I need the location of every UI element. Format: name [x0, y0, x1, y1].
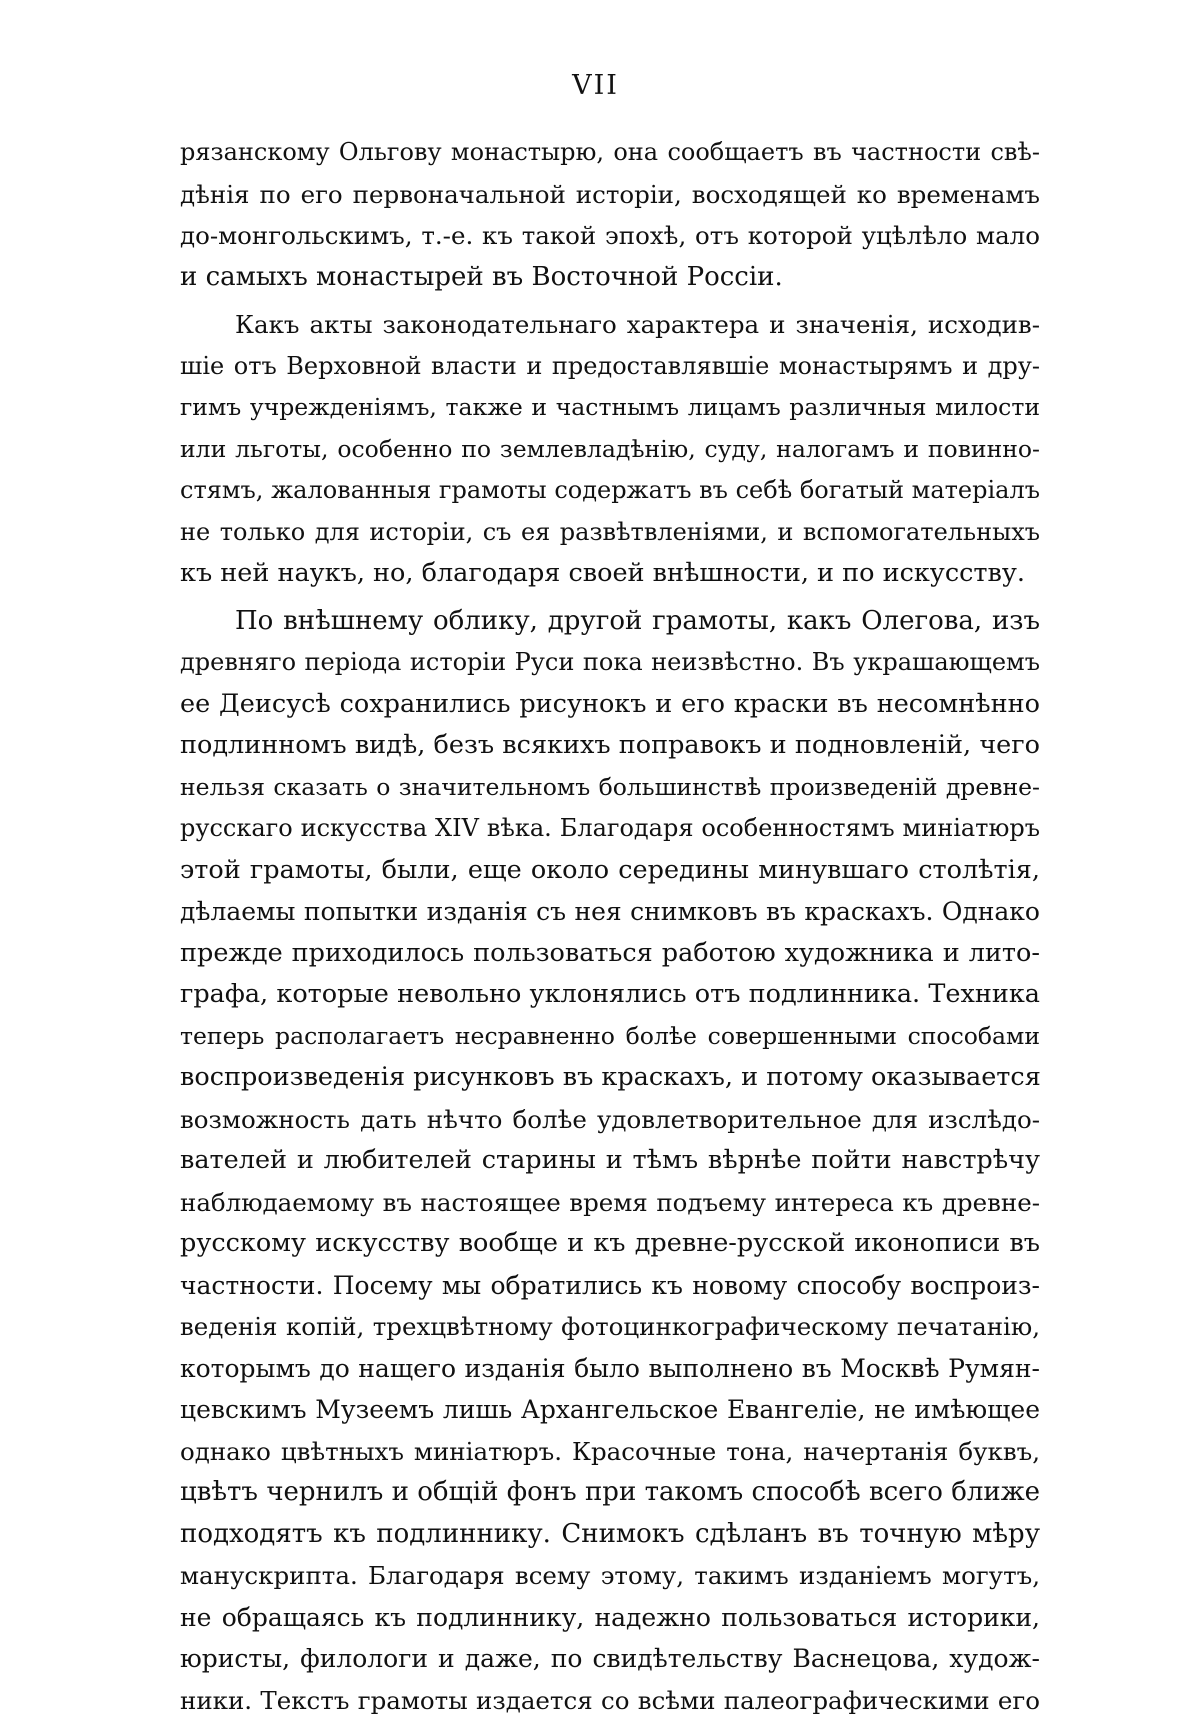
text-line: рязанскому Ольгову монастырю, она сообщаетъ въ частности свѣ- [180, 132, 1040, 174]
text-line: или льготы, особенно по землевладѣнію, суду, налогамъ и повинно- [180, 429, 1040, 471]
text-line: къ ней наукъ, но, благодаря своей внѣшности, и по искусству. [180, 553, 1040, 595]
text-line: цвѣтъ чернилъ и общій фонъ при такомъ способѣ всего ближе [180, 1472, 1040, 1514]
text-line: веденія копій, трехцвѣтному фотоцинкографическому печатанію, [180, 1306, 1040, 1348]
text-line: возможность дать нѣчто болѣе удовлетворительное для изслѣдо- [180, 1099, 1040, 1141]
text-line: подлинномъ видѣ, безъ всякихъ поправокъ и подновленій, чего [180, 725, 1040, 767]
text-line: юристы, филологи и даже, по свидѣтельству Васнецова, худож- [180, 1638, 1040, 1680]
text-line: шіе отъ Верховной власти и предоставлявшіе монастырямъ и дру- [180, 346, 1040, 388]
text-line: не обращаясь къ подлиннику, надежно пользоваться историки, [180, 1597, 1040, 1639]
text-line: дѣлаемы попытки изданія съ нея снимковъ въ краскахъ. Однако [180, 891, 1040, 933]
text-line: нельзя сказать о значительномъ большинствѣ произведеній древне- [180, 767, 1040, 809]
paragraph-1 [180, 132, 1040, 298]
page-number: VII [0, 70, 1191, 101]
text-line: дѣнія по его первоначальной исторіи, восходящей ко временамъ [180, 174, 1040, 216]
paragraph-2 [180, 304, 1040, 595]
text-line: манускрипта. Благодаря всему этому, такимъ изданіемъ могутъ, [180, 1555, 1040, 1597]
text-line: стямъ, жалованныя грамоты содержатъ въ себѣ богатый матеріалъ [180, 470, 1040, 512]
text-line: прежде приходилось пользоваться работою художника и лито- [180, 933, 1040, 975]
text-line: частности. Посему мы обратились къ новому способу воспроиз- [180, 1265, 1040, 1307]
text-line: теперь располагаетъ несравненно болѣе совершенными способами [180, 1016, 1040, 1058]
text-line: этой грамоты, были, еще около середины минувшаго столѣтія, [180, 850, 1040, 892]
text-line: до-монгольскимъ, т.-е. къ такой эпохѣ, отъ которой уцѣлѣло мало [180, 215, 1040, 257]
body-text [180, 132, 1040, 1721]
text-line: цевскимъ Музеемъ лишь Архангельское Евангеліе, не имѣющее [180, 1389, 1040, 1431]
text-line: однако цвѣтныхъ миніатюръ. Красочные тона, начертанія буквъ, [180, 1431, 1040, 1473]
text-line: древняго періода исторіи Руси пока неизвѣстно. Въ украшающемъ [180, 642, 1040, 684]
text-line: русскаго искусства XIV вѣка. Благодаря особенностямъ миніатюръ [180, 808, 1040, 850]
text-line: ее Деисусѣ сохранились рисунокъ и его краски въ несомнѣнно [180, 684, 1040, 726]
text-line: вателей и любителей старины и тѣмъ вѣрнѣе пойти навстрѣчу [180, 1140, 1040, 1182]
text-line: По внѣшнему облику, другой грамоты, какъ Олегова, изъ [180, 601, 1040, 643]
text-line: воспроизведенія рисунковъ въ краскахъ, и потому оказывается [180, 1057, 1040, 1099]
text-line: Какъ акты законодательнаго характера и значенія, исходив- [180, 304, 1040, 346]
text-line: ники. Текстъ грамоты издается со всѣми палеографическими его [180, 1680, 1040, 1721]
text-line: гимъ учрежденіямъ, также и частнымъ лицамъ различныя милости [180, 387, 1040, 429]
text-line: русскому искусству вообще и къ древне-русской иконописи въ [180, 1223, 1040, 1265]
text-line: графа, которые невольно уклонялись отъ подлинника. Техника [180, 974, 1040, 1016]
paragraph-3 [180, 601, 1040, 1721]
text-line: и самыхъ монастырей въ Восточной Россіи. [180, 257, 1040, 299]
text-line: наблюдаемому въ настоящее время подъему интереса къ древне- [180, 1182, 1040, 1224]
text-line: которымъ до нащего изданія было выполнено въ Москвѣ Румян- [180, 1348, 1040, 1390]
text-line: не только для исторіи, съ ея развѣтвленіями, и вспомогательныхъ [180, 512, 1040, 554]
text-line: подходятъ къ подлиннику. Снимокъ сдѣланъ въ точную мѣру [180, 1514, 1040, 1556]
